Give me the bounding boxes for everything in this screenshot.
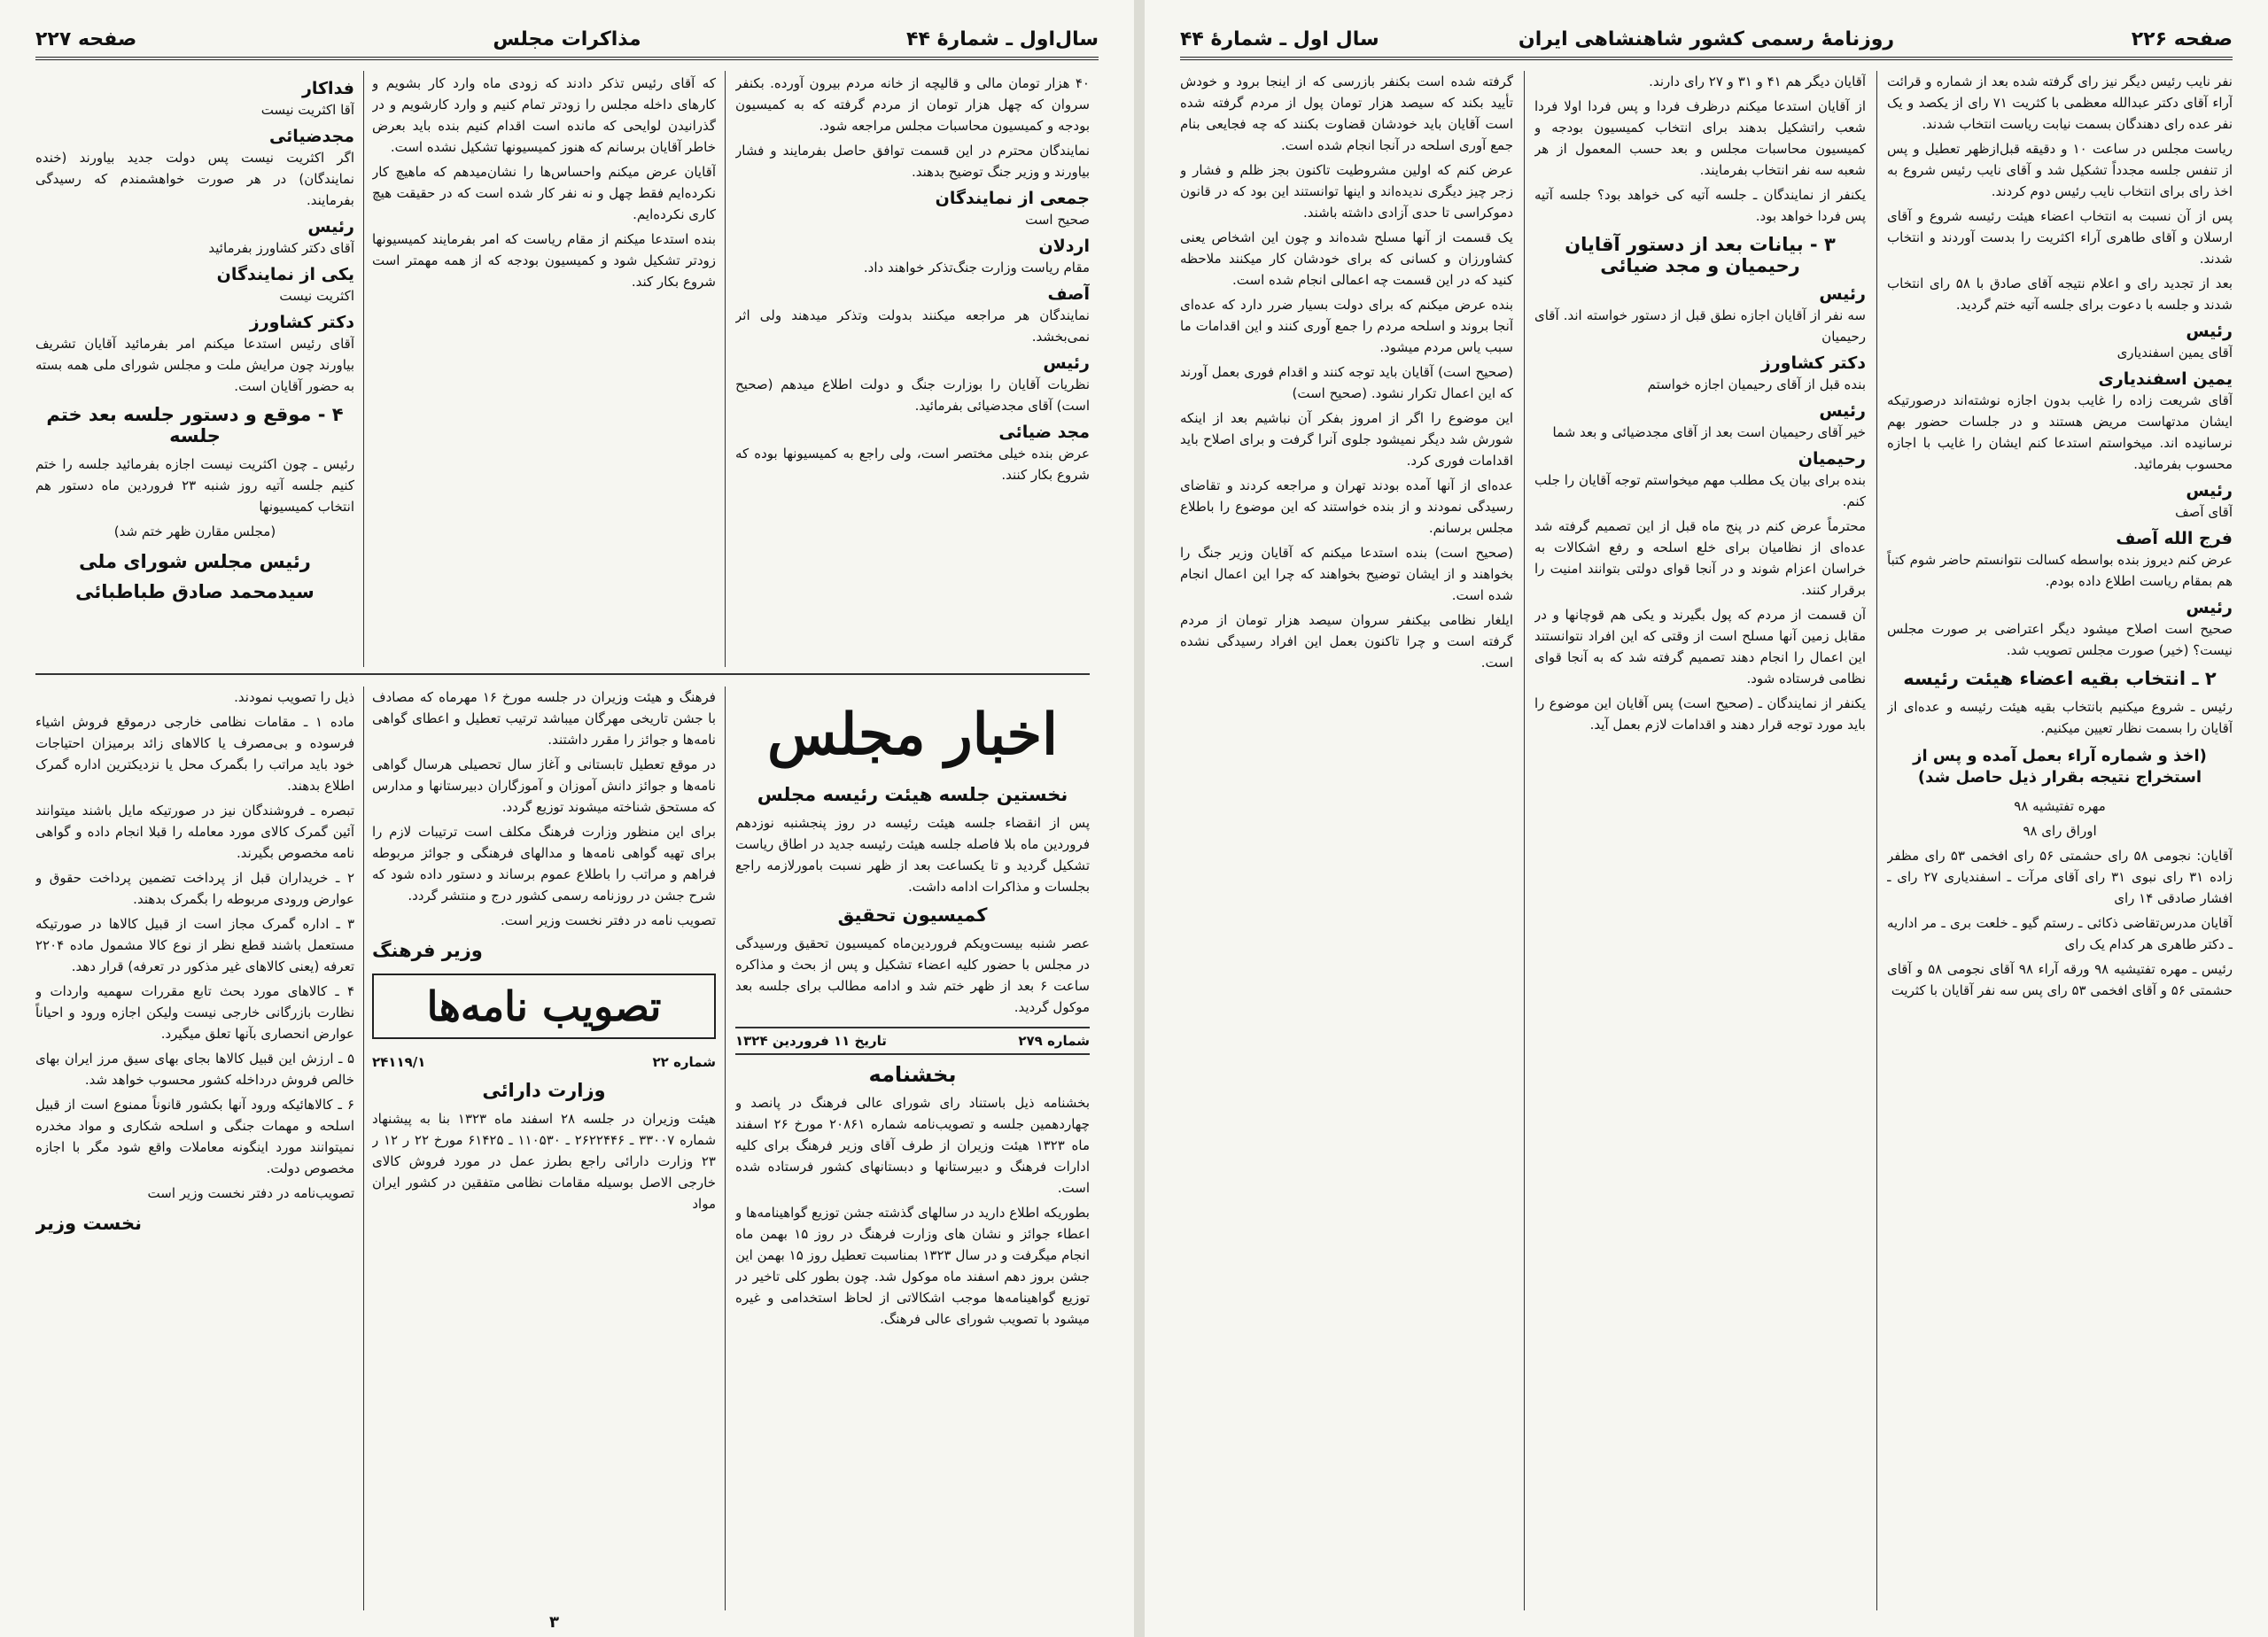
right-page-title: روزنامهٔ رسمی کشور شاهنشاهی ایران (1518, 28, 1895, 50)
speaker-name: یکی از نمایندگان (216, 265, 354, 284)
speaker-name: رئیس (1043, 353, 1090, 373)
column-rule (363, 71, 364, 667)
left-page-number: صفحه ۲۲۷ (35, 28, 137, 50)
signature-title: رئیس مجلس شورای ملی (79, 551, 311, 572)
left-upper-col1: ۴۰ هزار تومان مالی و قالیچه از خانه مردم بیرون آورده. بکنفر سروان که چهل هزار تومان از مردم گرفته که به کمیسیون بودجه و کمیسیون محاسبات مجلس مراجعه شود. نمایندگان محترم در این قسمت توافق حاصل بفرمایند و فشار بیاورند و وزیر جنگ توضیح بدهند. جمعی از نمایندگان صحیح است اردلان مقام ریاست وزارت جنگ‌تذکر خواهند داد. آصف نمایندگان هر مراجعه میکنند بدولت وتذکر میدهند ولی اثر نمی‌بخشد. رئیس نظریات آقایان را بوزارت جنگ و دولت اطلاع میدهم (صحیح است) آقای مجدضیائی بفرمائید. مجد ضیائی عرض بنده خیلی مختصر است، ولی راجع به کمیسیونها بوده که شروع بکار کنند. (735, 75, 1090, 483)
adjourn-note: (مجلس مقارن ظهر ختم شد) (113, 524, 276, 539)
speaker-name: دکتر کشاورز (1760, 353, 1866, 373)
page-gutter (1134, 0, 1145, 1637)
commission-title: کمیسیون تحقیق (837, 904, 988, 926)
column-rule (1524, 71, 1525, 1610)
left-page-section: مذاکرات مجلس (493, 28, 641, 50)
speaker-name: رئیس (1819, 401, 1866, 421)
section-divider (35, 673, 1090, 675)
speaker-name: فرج الله آصف (2116, 529, 2233, 548)
speaker-name: فداکار (301, 79, 354, 98)
tasvib-number-line: شماره ۲۲ ۲۴۱۱۹/۱ (372, 1054, 716, 1070)
speaker-name: دکتر کشاورز (249, 313, 354, 332)
tasvib-title: تصویب نامه‌ها (372, 974, 716, 1039)
speaker-name: رئیس (1819, 284, 1866, 304)
speaker-name: یمین اسفندیاری (2098, 369, 2233, 389)
column-rule (363, 687, 364, 1610)
customs-column: ذیل را تصویب نمودند. ماده ۱ ـ مقامات نظامی خارجی درموقع فروش اشیاء فرسوده و بی‌مصرف یا کالاهای زائد برمیزان احتیاجات خود باید مراتب را بگمرک محل یا نزدیکترین اداره گمرک اطلاع بدهند. تبصره ـ فروشندگان نیز در صورتیکه مایل باشند میتوانند آئین گمرک کالای مورد معامله را قبلا انجام داده و گواهی نامه مخصوص بگیرند. ۲ ـ خریداران قبل از پرداخت تضمین پرداخت حقوق و عوارض ورودی مربوطه را بگمرک بدهند. ۳ ـ اداره گمرک مجاز است از قبیل کالاها در صورتیکه مستعمل باشند قطع نظر از نوع کالا مشمول ماده ۲۲۰۴ تعرفه (یعنی کالاهای غیر مذکور در تعرفه) قرار دهد. ۴ ـ کالاهای مورد بحث تابع مقررات سهمیه واردات و نظارت بازرگانی خارجی نیست ولیکن اجازه ورود و احیاناً عوارض انحصاری بآنها تعلق میگیرد. ۵ ـ ارزش این قبیل کالاها بجای بهای سیق مرز ایران بهای خالص فروش درداخله کشور محسوب خواهد شد. ۶ ـ کالاهائیکه ورود آنها بکشور قانوناً ممنوع است از قبیل اسلحه و مهمات جنگی و اسلحه شکاری و مواد مخدره نمیتوانند مورد اینگونه معاملات واقع شود مگر با اجازه مخصوص دولت. تصویب‌نامه در دفتر نخست وزیر است نخست وزیر (35, 689, 354, 1234)
column-rule (1876, 71, 1877, 1610)
right-page-issue: سال اول ـ شمارهٔ ۴۴ (1180, 28, 1379, 50)
speaker-name: مجدضیائی (268, 127, 354, 146)
left-upper-col3: فداکار آقا اکثریت نیست مجدضیائی اگر اکثریت نیست پس دولت جدید بیاورند (خنده نمایندگان) در هر صورت خواهشمندم که رسیدگی بفرمایند. رئیس آقای دکتر کشاورز بفرمائید یکی از نمایندگان اکثریت نیست دکتر کشاورز آقای رئیس استدعا میکنم امر بفرمائید آقایان تشریف بیاورند چون مرایش ملت و مجلس شورای ملی همه بسته به حضور آقایان است. ۴ - موقع و دستور جلسه بعد ختم جلسه رئیس ـ چون اکثریت نیست اجازه بفرمائید جلسه را ختم کنیم جلسه آتیه روز شنبه ۲۳ فروردین ماه دستور هم انتخاب کمیسیونها (مجلس مقارن ظهر ختم شد) رئیس مجلس شورای ملی سیدمحمد صادق طباطبائی (35, 79, 354, 602)
akhbar-column: اخبار مجلس نخستین جلسه هیئت رئیسه مجلس پس از انقضاء جلسه هیئت رئیسه در روز پنجشنبه نوزدهم فروردین ماه بلا فاصله جلسه هیئت رئیسه جدید در اطاق ریاست تشکیل گردید و تا یکساعت بعد از ظهر نسبت بامورلازمه راجع بجلسات و مذاکرات ادامه داشت. کمیسیون تحقیق عصر شنبه بیست‌ویکم فروردین‌ماه کمیسیون تحقیق ورسیدگی در مجلس با حضور کلیه اعضاء تشکیل و پس از بحث و مذاکره ساعت ۶ بعد از ظهر ختم شد و ادامه مطالب برای جلسه بعد موکول گردید. شماره ۲۷۹ تاریخ ۱۱ فروردین ۱۳۲۴ بخشنامه بخشنامه ذیل باستناد رای شورای عالی فرهنگ در پانصد و چهاردهمین جلسه و تصویب‌نامه شماره ۲۰۸۶۱ مورخ ۲۶ اسفند ماه ۱۳۲۳ هیئت وزیران از طرف آقای وزیر فرهنگ برای کلیه ادارات فرهنگ و دبیرستانها و دبستانهای کشور فرستاده شده است. بطوریکه اطلاع دارید در سالهای گذشته جشن توزیع گواهینامه‌ها و اعطاء جوائز و نشان های وزارت فرهنگ در روز ۱۵ بهمن ماه انجام میگرفت و در سال ۱۳۲۳ بمناسبت تعطیل روز ۱۵ بهمن این جشن بروز دهم اسفند ماه موکول شد. چون بطور کلی تاخیر در توزیع گواهینامه‌ها موجب اشکالاتی از لحاظ استخدامی و غیره میشود با تصویب شورای عالی فرهنگ. (735, 687, 1090, 1610)
left-upper-col2: که آقای رئیس تذکر دادند که زودی ماه وارد کار بشویم و کارهای داخله مجلس را زودتر تمام کنیم و وارد کارشویم و در گذرانیدن لوایحی که مانده است اقدام کنیم بنده باید بعرض خاطر آقایان برسانم که هنوز کمیسیونها تشکیل نشده است. آقایان عرض میکنم واحساس‌ها را نشان‌میدهم که ماهیچ کار نکرده‌ایم فقط چهل و نه نفر کار شده است که در حقیقت هیچ کاری نکرده‌ایم. بنده استدعا میکنم از مقام ریاست که امر بفرمایند کمیسیونها زودتر تشکیل شود و کمیسیون بودجه که از همه مهمتر است شروع بکار کند. (372, 75, 716, 290)
akhbar-subtitle: نخستین جلسه هیئت رئیسه مجلس (757, 784, 1068, 805)
section-heading: ۲ ـ انتخاب بقیه اعضاء هیئت رئیسه (1903, 668, 2217, 689)
section-heading: ۳ - بیانات بعد از دستور آقایان رحیمیان و مجد ضیائی (1565, 234, 1836, 276)
left-footer-number: ۳ (549, 1613, 559, 1632)
right-col3: گرفته شده است بکنفر بازرسی که از اینجا برود و خودش تأیید بکند که سیصد هزار تومان پول از مردم گرفته شده است آقایان باید خودشان قضاوت بکنند که چه فجایعی بنام جمع آوری اسلحه در آنجا انجام شده است. عرض کنم که اولین مشروطیت تاکنون بجز ظلم و فشار و زجر چیز دیگری ندیده‌اند و اینها توانستند این بود که در قانون دموکراسی تا حدی آزادی داشته باشند. یک قسمت از آنها مسلح شده‌اند و چون این اشخاص یعنی کشاورزان و کسانی که برای خودشان کار میکنند ملاحظه کنید که در این قسمت چه اعمالی انجام شده است. بنده عرض میکنم که برای دولت بسیار ضرر دارد که عده‌ای آنجا بروند و اسلحه مردم را جمع آوری کنند و این اقدامات ما سبب یاس مردم میشود. (صحیح است) آقایان باید توجه کنند و اقدام فوری بعمل آورند که این اعمال تکرار نشود. (صحیح است) این موضوع را اگر از امروز بفکر آن نباشیم بعد از اینکه شورش شد دیگر نمیشود جلوی آنرا گرفت و برای اصلاح باید اقدامات فوری کرد. عده‌ای از آنها آمده بودند تهران و مراجعه کردند و تقاضای رسیدگی نمودند و از بنده خواستند که این موضوع را باطلاع مجلس برسانم. (صحیح است) بنده استدعا میکنم که آقایان وزیر جنگ را بخواهند و از ایشان توضیح بخواهند که چرا این اعمال انجام شده است. ایلغار نظامی بیکنفر سروان سیصد هزار تومان از مردم گرفته است و چرا تاکنون بعمل این افراد رسیدگی نشده است. (1180, 74, 1513, 671)
bakhshnameh-title: بخشنامه (868, 1062, 957, 1087)
date-line: شماره ۲۷۹ تاریخ ۱۱ فروردین ۱۳۲۴ (735, 1027, 1090, 1055)
speaker-name: آصف (1047, 284, 1090, 304)
result-heading: (اخذ و شماره آراء بعمل آمده و پس از استخراج نتیجه بقرار ذیل حاصل شد) (1913, 747, 2207, 787)
speaker-name: جمعی از نمایندگان (935, 189, 1090, 208)
speaker-name: اردلان (1038, 237, 1090, 256)
section-heading: ۴ - موقع و دستور جلسه بعد ختم جلسه (46, 404, 344, 446)
column-rule (725, 71, 726, 667)
prime-minister-sign: نخست وزیر (35, 1213, 143, 1234)
column-rule (725, 687, 726, 1610)
right-col1: نفر نایب رئیس دیگر نیز رای گرفته شده بعد از شماره و قرائت آراء آقای دکتر عبدالله معظمی با کثریت ۷۱ رای از یکصد و یک نفر عده رای دهندگان بسمت نیابت ریاست انتخاب شدند. ریاست مجلس در ساعت ۱۰ و دقیقه قبل‌ازظهر تعطیل و پس از تنفس جلسه مجدداً تشکیل شد و آقای نایب رئیس شروع به اخذ رای برای انتخاب نایب رئیس دوم کردند. پس از آن نسبت به انتخاب اعضاء هیئت رئیسه شروع و آقای ارسلان و آقای طاهری آراء اکثریت را بدست آوردند و انتخاب شدند. بعد از تجدید رای و اعلام نتیجه آقای صادق با ۵۸ رای انتخاب شدند و جلسه با دعوت برای جلسه آتیه ختم گردید. رئیس آقای یمین اسفندیاری یمین اسفندیاری آقای شریعت زاده را غایب بدون اجازه نوشته‌اند درصورتیکه ایشان مدتهاست مریض هستند و در جلسات حضور بهم نرسانیده اند. میخواستم استدعا کنم ایشان را غایب با اجازه محسوب بفرمائید. رئیس آقای آصف فرج الله آصف عرض کنم دیروز بنده بواسطه کسالت نتوانستم حاضر شوم کتباً هم بمقام ریاست اطلاع داده بودم. رئیس صحیح است اصلاح میشود دیگر اعتراضی بر صورت مجلس نیست؟ (خیر) صورت مجلس تصویب شد. ۲ ـ انتخاب بقیه اعضاء هیئت رئیسه رئیس ـ شروع میکنیم بانتخاب بقیه هیئت رئیسه و عده‌ای از آقایان را بسمت نظار تعیین میکنیم. (اخذ و شماره آراء بعمل آمده و پس از استخراج نتیجه بقرار ذیل حاصل شد) مهره تفتیشیه ۹۸ اوراق رای ۹۸ آقایان: نجومی ۵۸ رای حشمتی ۵۶ رای افخمی ۵۳ رای مظفر زاده ۳۱ رای نبوی ۳۱ رای آقای مرآت ـ اسفندیاری ۲۷ رای ـ افشار صادقی ۱۴ رای آقایان مدرس‌تقاضی ذکائی ـ رستم گیو ـ خلعت بری ـ مر اداریه ـ دکتر طاهری هر کدام یک رای رئیس ـ مهره تفتیشیه ۹۸ ورقه آراء ۹۸ آقای نجومی ۵۸ و آقای حشمتی ۵۶ و آقای افخمی ۵۳ رای پس سه نفر آقایان با کثریت (1887, 74, 2233, 998)
culture-column: فرهنگ و هیئت وزیران در جلسه مورخ ۱۶ مهرماه که مصادف با جشن تاریخی مهرگان میباشد ترتیب تعطیل و اعطای گواهی نامه‌ها و جوائز را مقرر داشتند. در موقع تعطیل تابستانی و آغاز سال تحصیلی هرسال گواهی نامه‌ها و جوائز دانش آموزان و آموزگاران دبیرستانها و مدارس که مستحق شناخته میشوند توزیع گردد. برای این منظور وزارت فرهنگ مکلف است ترتیبات لازم را برای تهیه گواهی نامه‌ها و مدالهای فرهنگی و جوائز مربوطه فراهم و مراتب را باطلاع عموم برساند و دستور داده شود که شرح جشن در روزنامه رسمی کشور درج و منتشر گردد. تصویب نامه در دفتر نخست وزیر است. وزیر فرهنگ تصویب نامه‌ها شماره ۲۲ ۲۴۱۱۹/۱ وزارت دارائی هیئت وزیران در جلسه ۲۸ اسفند ماه ۱۳۲۳ بنا به پیشنهاد شماره ۳۳۰۰۷ ـ ۲۶۲۲۴۴۶ ـ ۱۱۰۵۳۰ ـ ۶۱۴۲۵ مورخ ۲۲ ر ۱۲ ر ۲۳ وزارت دارائی راجع بطرز عمل در مورد فروش کالای خارجی الاصل بوسیله مقامات نظامی متفقین در کشور ایران مواد (372, 689, 716, 1212)
speaker-name: رحیمیان (1798, 449, 1866, 469)
speaker-name: رئیس (2186, 598, 2233, 617)
right-page (1145, 0, 2268, 1637)
left-page-header (35, 25, 1099, 60)
ministry-title: وزارت دارائی (482, 1080, 606, 1101)
right-page-number: صفحه ۲۲۶ (2131, 28, 2233, 50)
signature-name: سیدمحمد صادق طباطبائی (75, 581, 315, 602)
right-page-header (1180, 25, 2233, 60)
speaker-name: مجد ضیائی (998, 423, 1090, 442)
akhbar-title: اخبار مجلس (767, 702, 1058, 768)
speaker-name: رئیس (2186, 322, 2233, 341)
speaker-name: رئیس (307, 217, 354, 237)
left-page-issue: سال‌اول ـ شمارهٔ ۴۴ (906, 28, 1099, 50)
culture-minister-sign: وزیر فرهنگ (372, 940, 483, 961)
right-col2: آقایان دیگر هم ۴۱ و ۳۱ و ۲۷ رای دارند. از آقایان استدعا میکنم درظرف فردا و پس فردا اولا فردا شعب راتشکیل بدهند برای انتخاب کمیسیون بودجه و کمیسیون محاسبات مجلس و بعد حسب المعمول از هر شعبه سه نفر انتخاب بفرمایند. یکنفر از نمایندگان ـ جلسه آتیه کی خواهد بود؟ جلسه آتیه پس فردا خواهد بود. ۳ - بیانات بعد از دستور آقایان رحیمیان و مجد ضیائی رئیس سه نفر از آقایان اجازه نطق قبل از دستور خواسته اند. آقای رحیمیان دکتر کشاورز بنده قبل از آقای رحیمیان اجازه خواستم رئیس خیر آقای رحیمیان است بعد از آقای مجدضیائی و بعد شما رحیمیان بنده برای بیان یک مطلب مهم میخواستم توجه آقایان را جلب کنم. محترماً عرض کنم در پنج ماه قبل از این تصمیم گرفته شد عده‌ای از نظامیان برای خلع اسلحه و رفع اشکالات به خراسان اعزام شوند و در آنجا قوای دولتی بتوانند امنیت را برقرار کنند. آن قسمت از مردم که پول بگیرند و یکی هم قوچانها و در مقابل زمین آنها مسلح است از وقتی که این افراد نتوانستند این اعمال را انجام دهند تصمیم گرفته شد که به آنجا قوای نظامی فرستاده شود. یکنفر از نمایندگان ـ (صحیح است) پس آقایان این موضوع را باید مورد توجه قرار دهند و اقدامات لازم بعمل آید. (1534, 74, 1866, 733)
speaker-name: رئیس (2186, 481, 2233, 500)
